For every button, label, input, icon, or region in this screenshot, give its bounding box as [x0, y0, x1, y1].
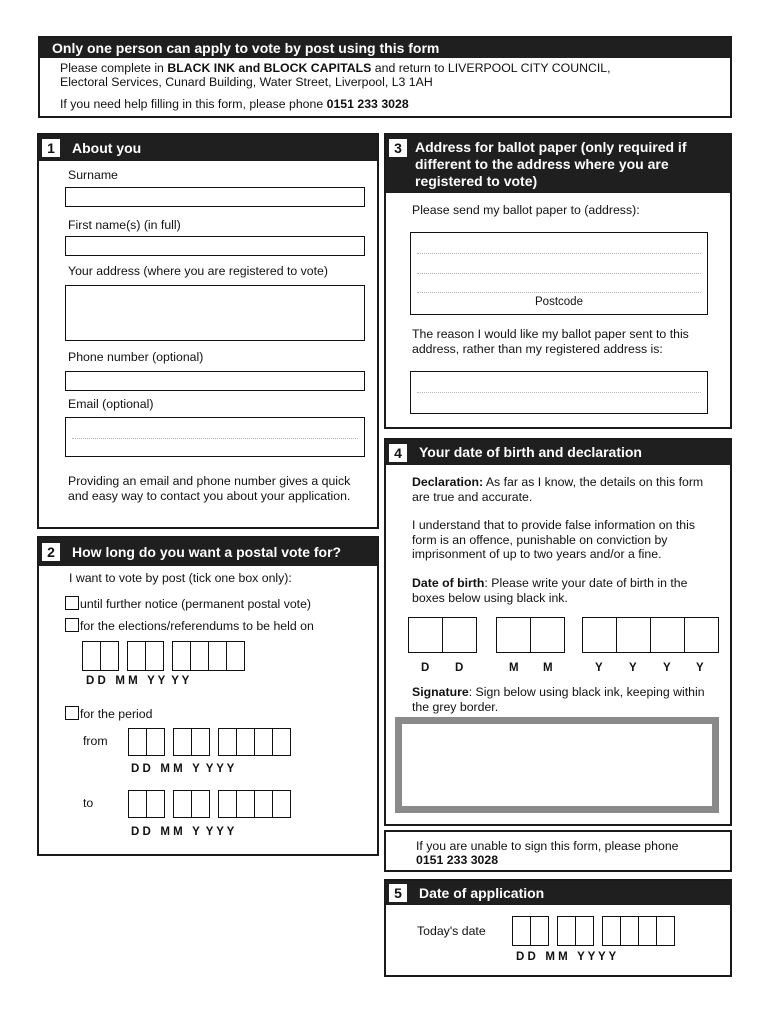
intro-title: Only one person can apply to vote by post using this form	[40, 38, 730, 58]
dob-format-m1: M	[509, 662, 519, 674]
date-box[interactable]	[575, 916, 594, 946]
date-box[interactable]	[236, 728, 255, 756]
section-date-of-application	[384, 879, 732, 977]
date-box[interactable]	[173, 790, 192, 818]
signature-box[interactable]	[395, 717, 719, 813]
date-box[interactable]	[272, 790, 291, 818]
specific-elections-label: for the elections/referendums to be held on	[80, 619, 314, 633]
section1-header	[39, 135, 377, 161]
email-label: Email (optional)	[68, 397, 154, 411]
to-date-format: D D M M Y Y Y Y	[131, 826, 235, 838]
tick-instruction: I want to vote by post (tick one box only):	[69, 571, 292, 585]
dob-instruction: Date of birth: Please write your date of birth in the boxes below using black ink.	[412, 576, 688, 605]
dob-format-y1: Y	[595, 662, 603, 674]
date-box[interactable]	[191, 728, 210, 756]
section4-title: Your date of birth and declaration	[419, 444, 642, 460]
unable-to-sign-text: If you are unable to sign this form, please phone	[416, 839, 679, 853]
from-label: from	[83, 734, 108, 748]
address-field[interactable]	[65, 285, 365, 341]
section4-header	[386, 440, 730, 465]
section4-number: 4	[389, 444, 407, 462]
section5-title: Date of application	[419, 885, 545, 901]
application-date-format: D D M M Y Y Y Y	[516, 951, 617, 963]
dob-day-boxes	[408, 617, 476, 653]
date-box[interactable]	[82, 641, 101, 671]
unable-to-sign-panel	[384, 830, 732, 872]
dob-year-boxes	[582, 617, 718, 653]
date-box[interactable]	[173, 728, 192, 756]
date-box[interactable]	[530, 916, 549, 946]
contact-note: Providing an email and phone number gives a quick and easy way to contact you about your application.	[68, 474, 351, 503]
date-box[interactable]	[254, 790, 273, 818]
section3-header	[386, 135, 730, 193]
date-box[interactable]	[602, 916, 621, 946]
intro-instructions-line2: Electoral Services, Cunard Building, Water Street, Liverpool, L3 1AH	[60, 75, 433, 89]
date-box[interactable]	[191, 790, 210, 818]
date-box[interactable]	[236, 790, 255, 818]
dob-format-d1: D	[421, 662, 430, 674]
specific-elections-checkbox[interactable]	[65, 618, 79, 632]
signature-instruction: Signature: Sign below using black ink, keeping within the grey border.	[412, 685, 705, 714]
dob-box[interactable]	[582, 617, 617, 653]
election-date-boxes	[82, 641, 244, 671]
section3-title: Address for ballot paper (only required if different to the address where you are registered to vote)	[415, 139, 687, 189]
permanent-vote-label: until further notice (permanent postal vote)	[80, 597, 312, 611]
dob-box[interactable]	[530, 617, 565, 653]
dob-box[interactable]	[684, 617, 719, 653]
date-box[interactable]	[218, 728, 237, 756]
date-box[interactable]	[128, 790, 147, 818]
date-box[interactable]	[190, 641, 209, 671]
email-field[interactable]	[65, 417, 365, 457]
section2-number: 2	[42, 543, 60, 561]
dob-box[interactable]	[496, 617, 531, 653]
reason-label: The reason I would like my ballot paper sent to this address, rather than my registered address is:	[412, 327, 689, 356]
reason-field[interactable]	[410, 371, 708, 414]
dob-format-m2: M	[543, 662, 553, 674]
date-box[interactable]	[638, 916, 657, 946]
intro-panel	[38, 36, 732, 118]
section1-number: 1	[42, 139, 60, 157]
dob-box[interactable]	[650, 617, 685, 653]
ballot-address-field[interactable]	[410, 232, 708, 315]
section-ballot-address	[384, 133, 732, 429]
postcode-label: Postcode	[535, 296, 583, 308]
date-box[interactable]	[557, 916, 576, 946]
date-box[interactable]	[146, 728, 165, 756]
section2-header	[39, 538, 377, 566]
unable-to-sign-phone: 0151 233 3028	[416, 853, 499, 867]
date-box[interactable]	[656, 916, 675, 946]
dob-format-y3: Y	[663, 662, 671, 674]
dob-box[interactable]	[408, 617, 443, 653]
dob-format-y4: Y	[696, 662, 704, 674]
date-box[interactable]	[172, 641, 191, 671]
dob-box[interactable]	[442, 617, 477, 653]
date-box[interactable]	[127, 641, 146, 671]
permanent-vote-checkbox[interactable]	[65, 596, 79, 610]
dob-month-boxes	[496, 617, 564, 653]
todays-date-label: Today's date	[417, 924, 486, 938]
section3-number: 3	[389, 139, 407, 157]
date-box[interactable]	[512, 916, 531, 946]
section-dob-declaration	[384, 438, 732, 826]
offence-warning: I understand that to provide false information on this form is an offence, punishable on conviction by imprisonment of up to two years and/or a fine.	[412, 518, 695, 561]
period-checkbox[interactable]	[65, 706, 79, 720]
to-label: to	[83, 796, 94, 810]
declaration-text: Declaration: As far as I know, the details on this form are true and accurate.	[412, 475, 704, 504]
first-names-field[interactable]	[65, 236, 365, 256]
date-box[interactable]	[146, 790, 165, 818]
surname-label: Surname	[68, 168, 118, 182]
from-date-boxes	[128, 728, 290, 756]
send-to-label: Please send my ballot paper to (address):	[412, 203, 640, 217]
address-label: Your address (where you are registered to vote)	[68, 264, 328, 278]
date-box[interactable]	[100, 641, 119, 671]
application-date-boxes	[512, 916, 674, 946]
date-box[interactable]	[620, 916, 639, 946]
intro-help-line: If you need help filling in this form, please phone 0151 233 3028	[60, 97, 409, 111]
period-label: for the period	[80, 707, 153, 721]
date-box[interactable]	[226, 641, 245, 671]
dob-format-d2: D	[455, 662, 464, 674]
intro-instructions-line1: Please complete in BLACK INK and BLOCK CAPITALS and return to LIVERPOOL CITY COUNCIL,	[60, 61, 611, 75]
date-box[interactable]	[128, 728, 147, 756]
first-names-label: First name(s) (in full)	[68, 218, 181, 232]
section1-title: About you	[72, 140, 142, 156]
section-postal-vote-duration	[37, 536, 379, 856]
section5-header	[386, 881, 730, 905]
date-box[interactable]	[208, 641, 227, 671]
section2-title: How long do you want a postal vote for?	[72, 544, 342, 560]
dob-box[interactable]	[616, 617, 651, 653]
from-date-format: D D M M Y Y Y Y	[131, 763, 235, 775]
phone-label: Phone number (optional)	[68, 350, 204, 364]
dob-format-y2: Y	[629, 662, 637, 674]
date-box[interactable]	[254, 728, 273, 756]
election-date-format: D D M M Y Y Y Y	[86, 675, 190, 687]
section-about-you	[37, 133, 379, 529]
phone-field[interactable]	[65, 371, 365, 391]
surname-field[interactable]	[65, 187, 365, 207]
date-box[interactable]	[272, 728, 291, 756]
date-box[interactable]	[218, 790, 237, 818]
section5-number: 5	[389, 884, 407, 902]
to-date-boxes	[128, 790, 290, 818]
date-box[interactable]	[145, 641, 164, 671]
